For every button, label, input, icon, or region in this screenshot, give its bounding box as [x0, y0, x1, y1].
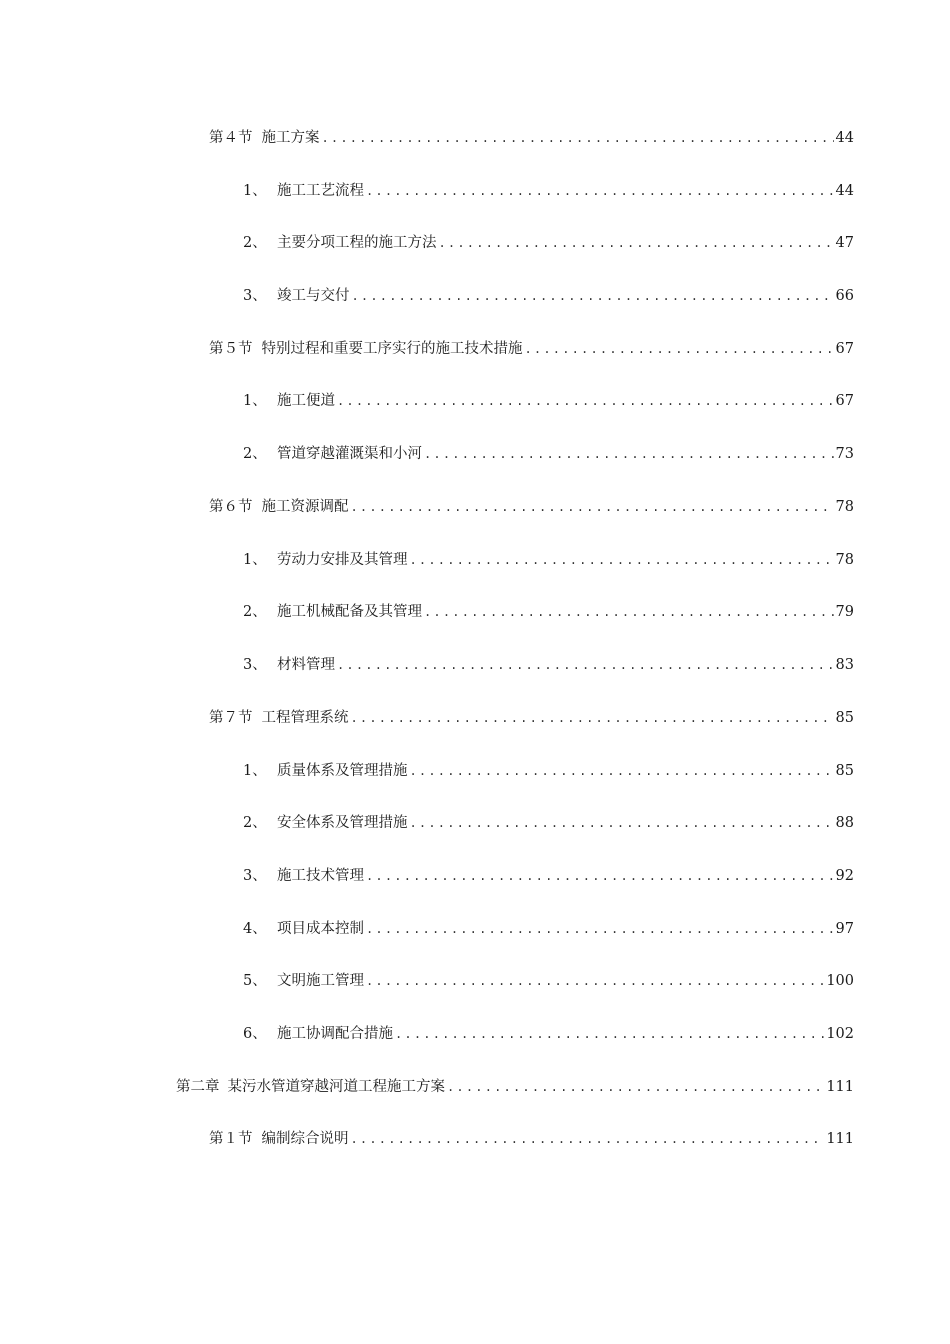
toc-entry-page: 66 — [835, 288, 854, 304]
dot-leader — [410, 812, 834, 834]
toc-entry-number: 第７节 — [209, 710, 253, 726]
toc-entry-item[interactable] — [243, 390, 854, 412]
dot-leader — [410, 760, 834, 782]
dot-leader — [410, 549, 834, 571]
toc-entry-item[interactable] — [243, 918, 854, 940]
dot-leader — [424, 601, 834, 623]
toc-entry-number: 6、 — [243, 1026, 267, 1042]
dot-leader — [366, 865, 834, 887]
toc-entry-number: 第４节 — [209, 130, 253, 146]
toc-entry-title: 主要分项工程的施工方法 — [277, 235, 437, 251]
toc-entry-section-7[interactable] — [209, 707, 854, 729]
toc-entry-page: 97 — [835, 921, 854, 937]
toc-entry-section-5[interactable] — [209, 338, 854, 360]
toc-entry-number: 1、 — [243, 763, 267, 779]
toc-entry-title: 文明施工管理 — [277, 973, 364, 989]
toc-entry-title: 施工技术管理 — [277, 868, 364, 884]
toc-entry-item[interactable] — [243, 285, 854, 307]
toc-entry-page: 67 — [835, 393, 854, 409]
toc-entry-item[interactable] — [243, 180, 854, 202]
toc-entry-page: 100 — [826, 973, 854, 989]
toc-entry-number: 3、 — [243, 288, 267, 304]
toc-entry-page: 44 — [835, 183, 854, 199]
toc-entry-number: 1、 — [243, 393, 267, 409]
toc-entry-number: 第５节 — [209, 341, 253, 357]
toc-entry-title: 施工资源调配 — [261, 499, 349, 515]
toc-entry-number: 5、 — [243, 973, 267, 989]
toc-entry-title: 管道穿越灌溉渠和小河 — [277, 446, 422, 462]
toc-entry-title: 质量体系及管理措施 — [277, 763, 408, 779]
toc-entry-number: 2、 — [243, 235, 267, 251]
toc-entry-title: 施工协调配合措施 — [277, 1026, 393, 1042]
toc-entry-item[interactable] — [243, 443, 854, 465]
dot-leader — [351, 707, 834, 729]
toc-entry-title: 施工机械配备及其管理 — [277, 604, 422, 620]
toc-entry-item[interactable] — [243, 232, 854, 254]
toc-entry-page: 102 — [826, 1026, 854, 1042]
toc-entry-page: 78 — [835, 499, 854, 515]
toc-entry-title: 编制综合说明 — [261, 1131, 349, 1147]
toc-entry-chapter-2[interactable] — [176, 1076, 854, 1098]
toc-entry-section-1[interactable] — [209, 1128, 854, 1150]
toc-entry-number: 3、 — [243, 868, 267, 884]
toc-entry-item[interactable] — [243, 970, 854, 992]
toc-entry-item[interactable] — [243, 549, 854, 571]
dot-leader — [366, 180, 834, 202]
toc-entry-page: 79 — [835, 604, 854, 620]
toc-entry-item[interactable] — [243, 812, 854, 834]
toc-entry-section-6[interactable] — [209, 496, 854, 518]
toc-entry-item[interactable] — [243, 601, 854, 623]
dot-leader — [395, 1023, 824, 1045]
toc-entry-page: 85 — [835, 710, 854, 726]
dot-leader — [366, 970, 824, 992]
toc-entry-number: 2、 — [243, 604, 267, 620]
toc-entry-title: 劳动力安排及其管理 — [277, 552, 408, 568]
toc-entry-page: 111 — [826, 1079, 854, 1095]
toc-entry-title: 竣工与交付 — [277, 288, 350, 304]
toc-entry-page: 92 — [835, 868, 854, 884]
toc-entry-page: 73 — [835, 446, 854, 462]
toc-entry-number: 第６节 — [209, 499, 253, 515]
toc-entry-number: 第二章 — [176, 1079, 220, 1095]
dot-leader — [447, 1076, 824, 1098]
toc-entry-page: 83 — [835, 657, 854, 673]
toc-entry-title: 施工便道 — [277, 393, 335, 409]
toc-entry-page: 88 — [835, 815, 854, 831]
toc-entry-number: 2、 — [243, 446, 267, 462]
dot-leader — [337, 390, 834, 412]
toc-entry-number: 2、 — [243, 815, 267, 831]
dot-leader — [439, 232, 834, 254]
toc-entry-title: 施工工艺流程 — [277, 183, 364, 199]
dot-leader — [351, 1128, 825, 1150]
toc-entry-number: 3、 — [243, 657, 267, 673]
toc-entry-number: 第１节 — [209, 1131, 253, 1147]
toc-entry-number: 1、 — [243, 552, 267, 568]
toc-entry-item[interactable] — [243, 865, 854, 887]
toc-entry-page: 85 — [835, 763, 854, 779]
toc-entry-item[interactable] — [243, 760, 854, 782]
dot-leader — [424, 443, 834, 465]
toc-entry-title: 工程管理系统 — [261, 710, 349, 726]
toc-entry-title: 项目成本控制 — [277, 921, 364, 937]
toc-entry-number: 1、 — [243, 183, 267, 199]
dot-leader — [337, 654, 834, 676]
toc-entry-title: 材料管理 — [277, 657, 335, 673]
toc-entry-section-4[interactable] — [209, 127, 854, 149]
toc-entry-page: 67 — [835, 341, 854, 357]
toc-entry-item[interactable] — [243, 1023, 854, 1045]
toc-entry-title: 某污水管道穿越河道工程施工方案 — [227, 1079, 445, 1095]
dot-leader — [322, 127, 834, 149]
dot-leader — [351, 496, 834, 518]
toc-entry-item[interactable] — [243, 654, 854, 676]
dot-leader — [366, 918, 834, 940]
toc-entry-title: 安全体系及管理措施 — [277, 815, 408, 831]
toc-entry-page: 47 — [835, 235, 854, 251]
dot-leader — [525, 338, 834, 360]
toc-entry-number: 4、 — [243, 921, 267, 937]
toc-entry-page: 111 — [826, 1131, 854, 1147]
toc-entry-page: 44 — [835, 130, 854, 146]
dot-leader — [352, 285, 834, 307]
toc-entry-page: 78 — [835, 552, 854, 568]
toc-entry-title: 特别过程和重要工序实行的施工技术措施 — [261, 341, 523, 357]
toc-entry-title: 施工方案 — [261, 130, 320, 146]
